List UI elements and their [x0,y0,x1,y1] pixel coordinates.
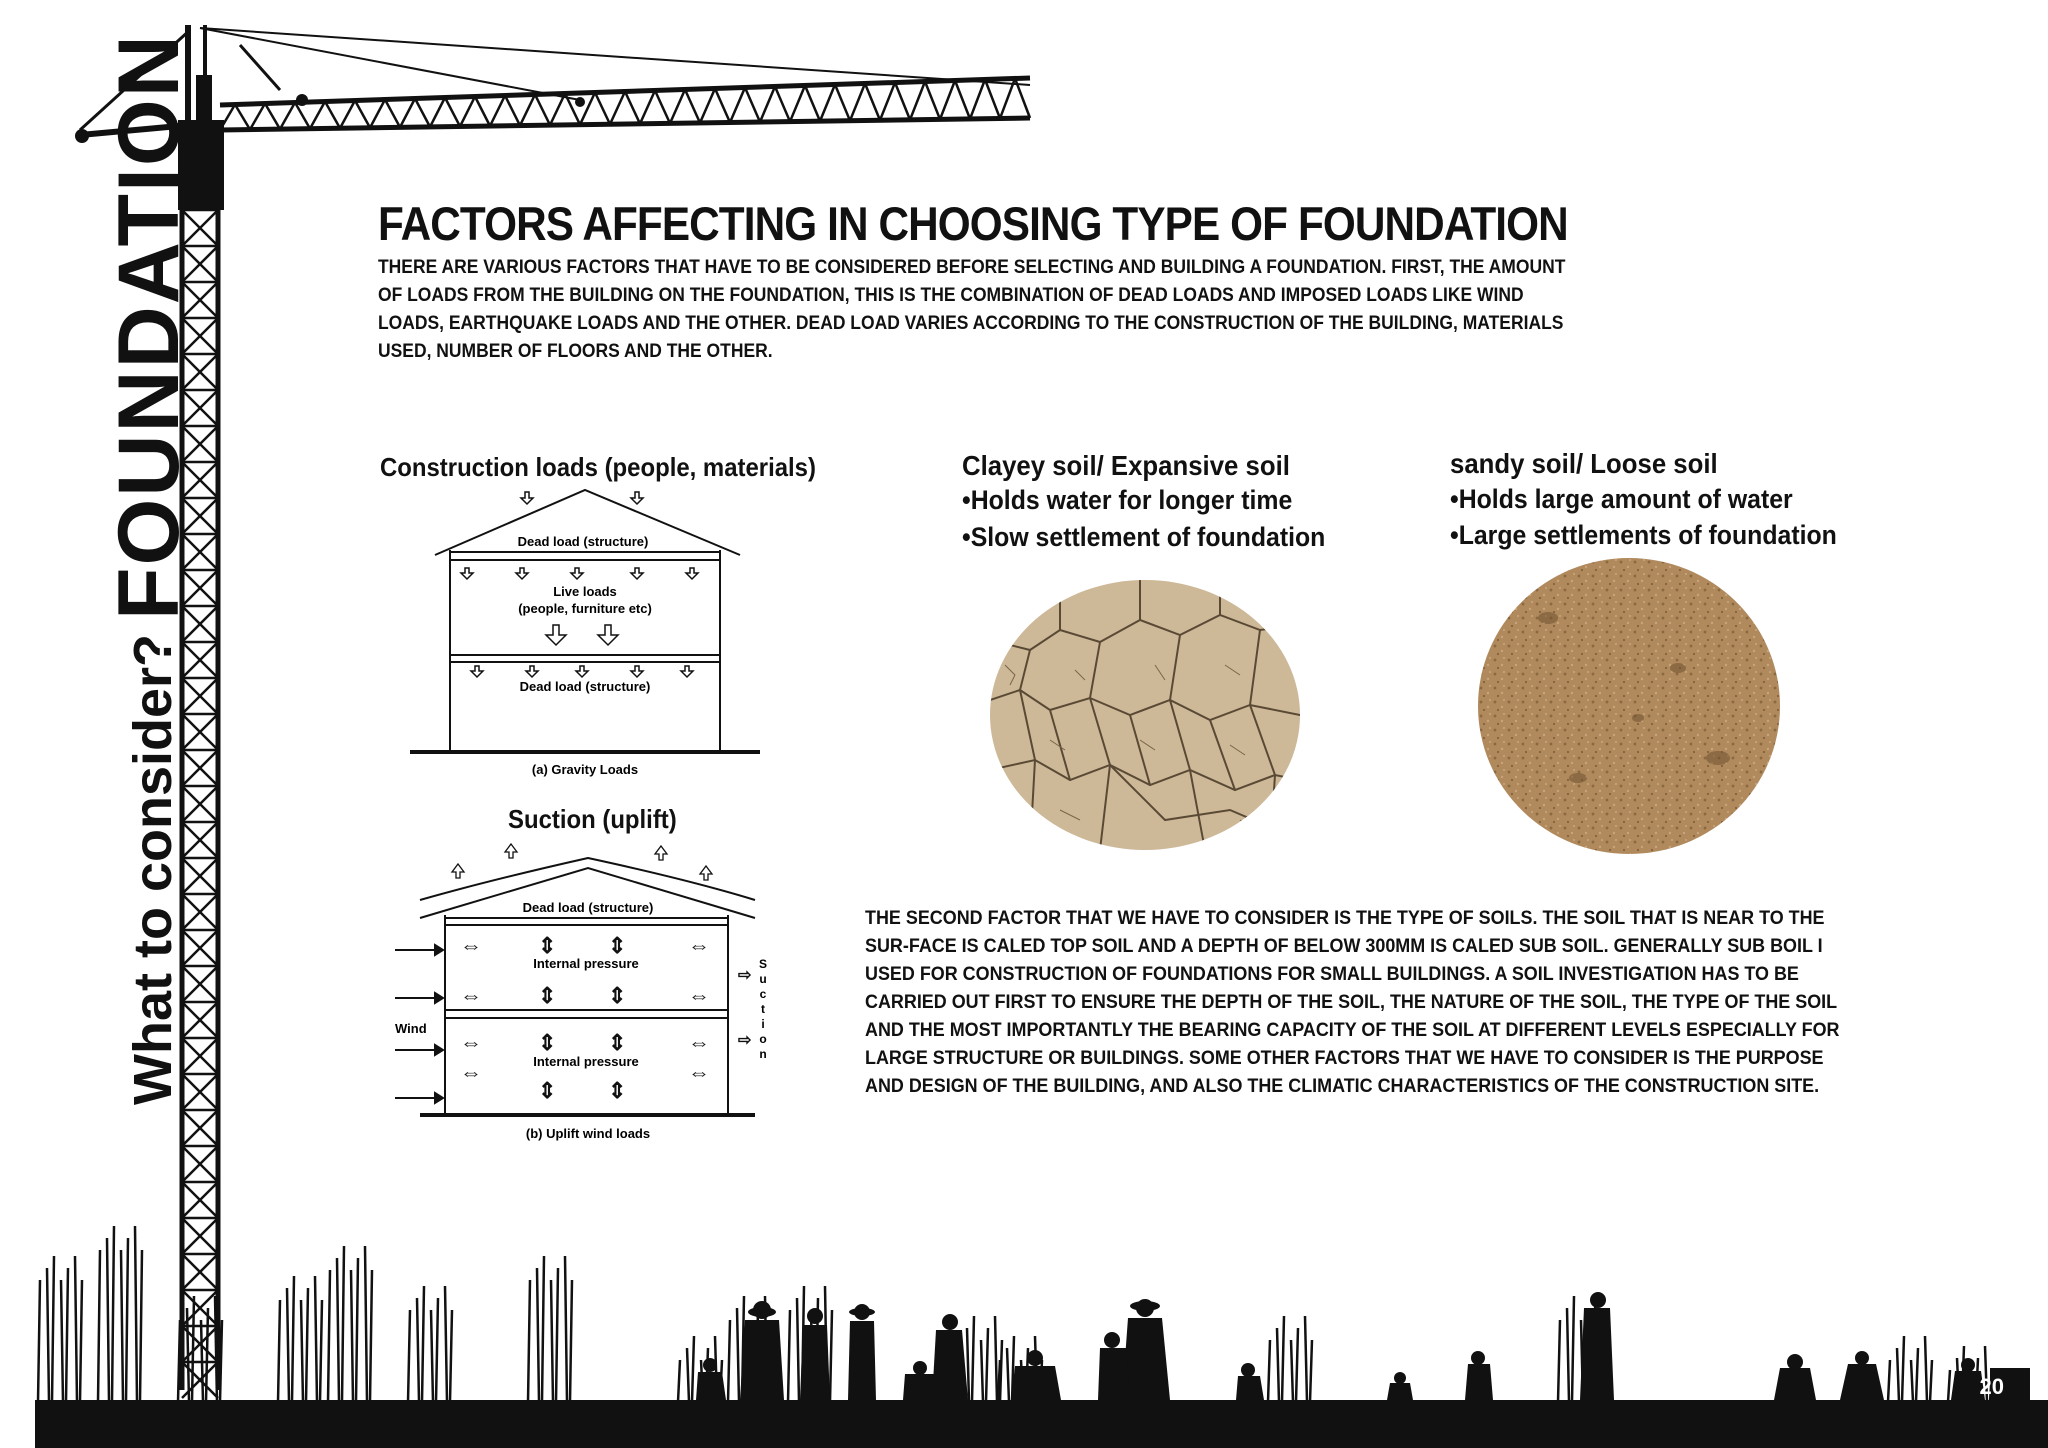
suction-letter: o [759,1032,767,1046]
suction-letter: t [761,1002,765,1016]
intro-paragraph: THERE ARE VARIOUS FACTORS THAT HAVE TO BE CONSIDERED BEFORE SELECTING AND BUILDING A FOUNDATION. FIRST, THE AMOUNT OF LOADS FROM THE BUILDING ON THE FOUNDATION, THIS IS THE COMBINATION OF DEAD LOADS AND IMPOSED LOADS LIKE WIND LOADS, EARTHQUAKE LOADS AND THE OTHER. DEAD LOAD VARIES ACCORDING TO THE CONSTRUCTION OF THE BUILDING, MATERIALS USED, NUMBER OF FLOORS AND THE OTHER. [378,257,1566,362]
internal-pressure-label-1: Internal pressure [533,956,639,971]
page-title: FACTORS AFFECTING IN CHOOSING TYPE OF FOUNDATION [378,197,1568,250]
suction-letter: u [759,972,767,986]
svg-text:⇔: ⇔ [460,1030,482,1055]
sandy-bullet-2-text: Large settlements of foundation [1458,520,1837,550]
construction-skyline-silhouette [0,1140,2048,1448]
uplift-wind-loads-diagram [390,840,790,1150]
wind-label: Wind [395,1021,427,1036]
sandy-soil-heading: sandy soil/ Loose soil [1450,448,1718,479]
live-loads-label: Live loads [553,584,617,599]
svg-text:⇔: ⇔ [688,1030,710,1055]
vertical-subtitle-what-to-consider: What to consider? [123,634,183,1105]
sandy-bullet-2: •Large settlements of foundation [1450,520,1837,550]
internal-pressure-label-2: Internal pressure [533,1054,639,1069]
uplift-dead-load-label: Dead load (structure) [522,900,654,915]
svg-text:⇕: ⇕ [538,1030,557,1055]
gravity-loads-diagram [405,480,775,780]
workers-silhouettes [696,1292,1985,1400]
gravity-dead-load-top-label: Dead load (structure) [517,534,649,549]
svg-text:⇕: ⇕ [538,933,557,958]
svg-text:⇨: ⇨ [738,1032,752,1049]
sandy-bullet-1: •Holds large amount of water [1450,484,1793,514]
suction-letter: n [759,1047,767,1061]
page-number: 20 [1979,1374,2004,1399]
suction-letter: i [761,1017,765,1031]
construction-loads-heading: Construction loads (people, materials) [380,452,816,482]
svg-text:⇕: ⇕ [608,1078,627,1103]
clayey-bullet-2: •Slow settlement of foundation [962,522,1326,552]
svg-text:⇕: ⇕ [608,1030,627,1055]
live-loads-sublabel: (people, furniture etc) [518,601,652,616]
svg-text:⇔: ⇔ [688,933,710,958]
uplift-wind-loads-caption: (b) Uplift wind loads [525,1126,651,1141]
gravity-dead-load-bottom-label: Dead load (structure) [519,679,651,694]
second-factor-paragraph: THE SECOND FACTOR THAT WE HAVE TO CONSIDER IS THE TYPE OF SOILS. THE SOIL THAT IS NEAR TO THE SUR-FACE IS CALED TOP SOIL AND A DEPTH OF BELOW 300MM IS CALED SUB SOIL. GENERALLY SUB BOIL I USED FOR CONSTRUCTION OF FOUNDATIONS FOR SMALL BUILDINGS. A SOIL INVESTIGATION HAS TO BE CARRIED OUT FIRST TO ENSURE THE DEPTH OF THE SOIL, THE NATURE OF THE SOIL, THE TYPE OF THE SOIL AND THE MOST IMPORTANTLY THE BEARING CAPACITY OF THE SOIL AT DIFFERENT LEVELS ESPECIALLY FOR LARGE STRUCTURE OR BUILDINGS. SOME OTHER FACTORS THAT WE HAVE TO CONSIDER IS THE PURPOSE AND DESIGN OF THE BUILDING, AND ALSO THE CLIMATIC CHARACTERISTICS OF THE CONSTRUCTION SITE. [865,907,1840,1097]
svg-text:⇔: ⇔ [460,1060,482,1085]
sandy-bullet-1-text: Holds large amount of water [1458,484,1793,514]
svg-text:⇕: ⇕ [538,983,557,1008]
gravity-loads-caption: (a) Gravity Loads [531,762,639,777]
svg-text:⇕: ⇕ [608,983,627,1008]
svg-text:⇕: ⇕ [608,933,627,958]
clayey-soil-image [990,580,1300,850]
clayey-bullet-2-text: Slow settlement of foundation [970,522,1326,552]
clayey-bullet-1: •Holds water for longer time [962,485,1293,515]
svg-text:⇔: ⇔ [688,983,710,1008]
svg-text:⇔: ⇔ [460,933,482,958]
svg-text:⇔: ⇔ [688,1060,710,1085]
sandy-soil-image [1478,558,1780,854]
svg-text:⇕: ⇕ [538,1078,557,1103]
vertical-title-foundation: FOUNDATION [101,33,197,620]
suction-letter: c [759,987,767,1001]
clayey-soil-heading: Clayey soil/ Expansive soil [962,450,1290,481]
clayey-bullet-1-text: Holds water for longer time [970,485,1293,515]
suction-letter: S [758,957,768,971]
suction-uplift-heading: Suction (uplift) [508,804,677,834]
svg-text:⇔: ⇔ [460,983,482,1008]
svg-text:⇨: ⇨ [738,967,752,984]
